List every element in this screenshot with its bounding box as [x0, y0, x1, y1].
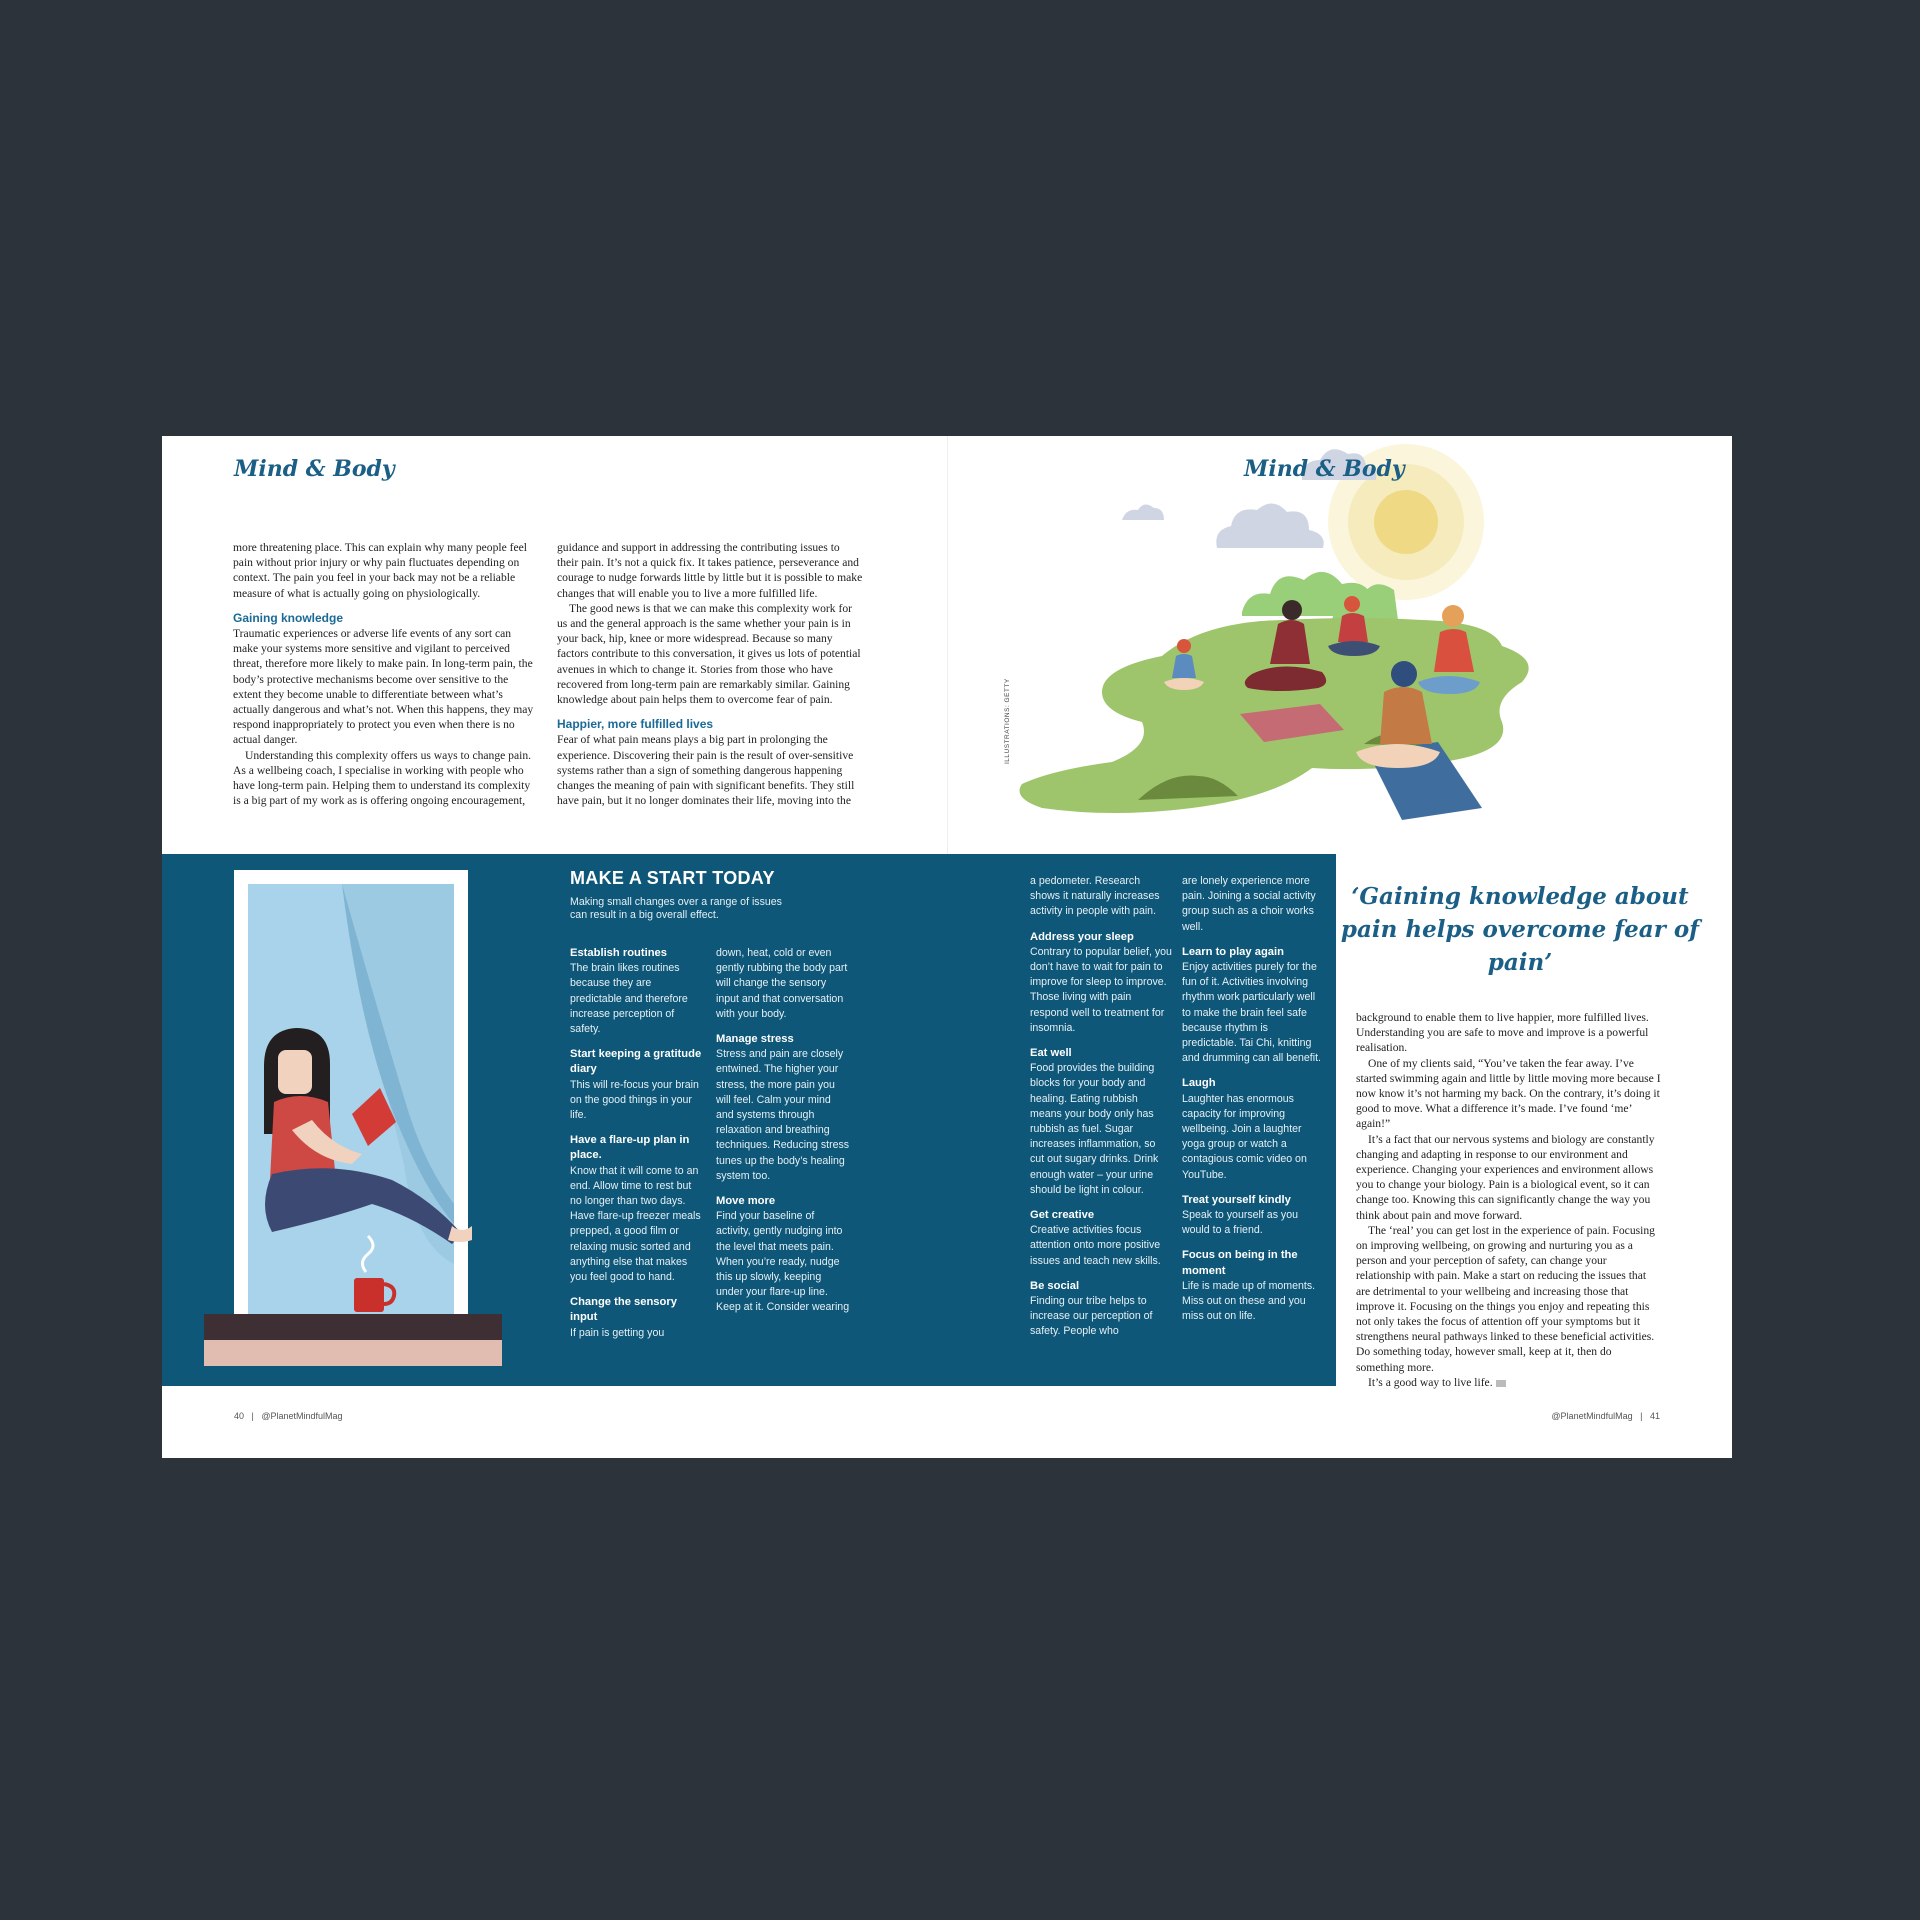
paragraph: background to enable them to live happier, more fulfilled lives. Understanding you are safe to move and improve is a powerful realisation. [1356, 1011, 1649, 1055]
footer-handle: @PlanetMindfulMag [1551, 1411, 1633, 1421]
subheading: Happier, more fulfilled lives [557, 717, 714, 732]
tip-heading: Eat well [1030, 1047, 1072, 1060]
tip-item [570, 1133, 704, 1285]
footer-handle: @PlanetMindfulMag [261, 1411, 343, 1421]
tip-body: Creative activities focus attention onto more positive issues and teach new skills. [1030, 1224, 1161, 1267]
tip-body: Life is made up of moments. Miss out on these and you miss out on life. [1182, 1279, 1316, 1323]
paragraph: The ‘real’ you can get lost in the experience of pain. Focusing on improving wellbeing, on growing and nurturing you as a person and your perception of safety, can change your relationship with pain. Make a start on reducing the issues that are detrimental to your wellbeing and increasing those that improve it. Focusing on the things you enjoy and repeating this not only takes the focus of attention off your symptoms but it strengthens neural pathways linked to these beneficial activities. Do something today, however small, keep at it, then do something more. [1356, 1223, 1655, 1374]
tip-item [1182, 1076, 1324, 1182]
body-column-2 [557, 540, 863, 808]
tips-column-3 [1030, 874, 1172, 1350]
tips-box-right [944, 854, 1336, 1386]
tip-heading: Get creative [1030, 1209, 1095, 1222]
paragraph: Traumatic experiences or adverse life events of any sort can make your systems more sensitive and vigilant to perceived threat, therefore more likely to make pain. In long-term pain, the body’s protective mechanisms become over sensitive to the extent they become unable to differentiate between what’s actually dangerous and what’s not. When this happens, they may respond inappropriately to protect you even when there is no actual danger. [233, 627, 534, 747]
tip-item [1182, 1248, 1324, 1324]
tips-column-2 [716, 946, 850, 1326]
end-mark-icon [1496, 1380, 1506, 1387]
tip-body: Enjoy activities purely for the fun of it. Activities involving rhythm work particularly well to make the brain feel safe because rhythm is predictable. Tai Chi, knitting and drumming can all benefit. [1182, 961, 1321, 1065]
tip-body: Stress and pain are closely entwined. The higher your stress, the more pain you will feel. Calm your mind and systems through relaxation and breathing techniques. Reducing stress tunes up the body’s healing system too. [716, 1048, 850, 1182]
yoga-illustration [1012, 436, 1732, 856]
tip-item [716, 946, 850, 1022]
box-title: MAKE A START TODAY [570, 868, 775, 888]
tip-body: Finding our tribe helps to increase our perception of safety. People who [1030, 1295, 1153, 1338]
tip-heading: Treat yourself kindly [1182, 1193, 1291, 1206]
paragraph: The good news is that we can make this complexity work for us and the general approach is the same whether your pain is in your back, hip, knee or more widespread. Because so many factors contribute to this conversation, it gives us lots of potential avenues in which to change it. Stories from those who have recovered from long-term pain are remarkably similar. Gaining knowledge about pain helps them to overcome fear of pain. [557, 601, 861, 707]
tip-body: Food provides the building blocks for your body and healing. Eating rubbish means your body only has rubbish as fuel. Sugar increases inflammation, so cut out sugary drinks. Drink enough water – your urine should be light in colour. [1030, 1062, 1159, 1196]
tip-heading: Change the sensory input [570, 1296, 677, 1324]
footer-separator: | [251, 1411, 254, 1421]
tip-body: Find your baseline of activity, gently nudging into the level that meets pain. When you’re ready, nudge this up slowly, keeping under your flare-up line. Keep at it. Consider wearing [716, 1210, 850, 1314]
footer-right [1551, 1411, 1660, 1421]
magazine-spread [162, 436, 1732, 1458]
paragraph: Fear of what pain means plays a big part in prolonging the experience. Discovering their pain is the result of over-sensitive systems rather than a sign of something dangerous happening changes the meaning of pain with significant benefits. They still have pain, but it no longer dominates their life, moving into the [557, 733, 855, 808]
tip-heading: Address your sleep [1030, 930, 1134, 943]
paragraph: guidance and support in addressing the contributing issues to their pain. It’s not a quick fix. It takes patience, perseverance and courage to nudge forwards little by little but it is possible to make changes that will enable you to live a more fulfilled life. [557, 541, 863, 600]
paragraph: Understanding this complexity offers us ways to change pain. As a wellbeing coach, I specialise in working with people who have long-term pain. Helping them to understand its complexity is a big part of my work as is offering ongoing encouragement, [233, 748, 532, 808]
section-tag-left: Mind & Body [234, 456, 395, 482]
tip-item [716, 1032, 850, 1184]
tip-heading: Manage stress [716, 1033, 794, 1046]
subheading: Gaining knowledge [233, 610, 344, 625]
tip-body: down, heat, cold or even gently rubbing the body part will change the sensory input and that conversation with your body. [716, 947, 848, 1020]
paragraph: One of my clients said, “You’ve taken the fear away. I’ve started swimming again and little by little moving more because I now know it’s not harming my back. On the contrary, it’s doing it good to move. What a difference it’s made. I’ve found ‘me’ again!” [1356, 1056, 1661, 1131]
tip-item [1182, 945, 1324, 1067]
tip-body: The brain likes routines because they are predictable and therefore increase perception of safety. [570, 962, 688, 1036]
tip-body: This will re-focus your brain on the good things in your life. [570, 1078, 699, 1122]
tip-heading: Laugh [1182, 1077, 1216, 1090]
tip-item [716, 1194, 850, 1316]
reading-woman-illustration [202, 854, 502, 1386]
photo-credit: ILLUSTRATIONS: GETTY [1004, 678, 1011, 764]
tip-heading: Focus on being in the moment [1182, 1249, 1298, 1277]
tips-column-4 [1182, 874, 1324, 1334]
box-intro: Making small changes over a range of issues can result in a big overall effect. [570, 896, 782, 921]
tip-body: Speak to yourself as you would to a friend. [1182, 1209, 1299, 1237]
page-number: 40 [234, 1411, 245, 1421]
body-column-5 [1356, 1010, 1662, 1390]
paragraph: It’s a fact that our nervous systems and biology are constantly changing and adapting in response to our environment and experience. Changing your experiences and environment allows you to change your biology. Pain is a biological event, so it can change too. Knowing this can significantly change the way you think about pain and move forward. [1356, 1132, 1655, 1222]
tip-body: Contrary to popular belief, you don’t have to wait for pain to improve for sleep to improve. Those living with pain respond well to treatment for insomnia. [1030, 945, 1172, 1034]
tip-body: Laughter has enormous capacity for improving wellbeing. Join a laughter yoga group or watch a contagious comic video on YouTube. [1182, 1092, 1307, 1181]
page-gutter [947, 436, 948, 854]
tip-body: are lonely experience more pain. Joining a social activity group such as a choir works well. [1182, 875, 1316, 933]
section-tag-right: Mind & Body [1244, 456, 1405, 482]
tip-heading: Learn to play again [1182, 945, 1284, 958]
paragraph: more threatening place. This can explain why many people feel pain without prior injury or why pain fluctuates depending on context. The pain you feel in your back may not be a reliable measure of what is actually going on physiologically. [233, 541, 528, 600]
tip-item [1030, 930, 1172, 1036]
page-number: 41 [1649, 1411, 1660, 1421]
closing-line: It’s a good way to live life. [1368, 1375, 1493, 1389]
tip-body: Know that it will come to an end. Allow time to rest but no longer than two days. Have flare-up freezer meals prepped, a good film or relaxing music sorted and anything else that makes you feel good to hand. [570, 1164, 701, 1284]
tip-item [1030, 874, 1172, 920]
tip-item [1030, 1208, 1172, 1269]
tip-item [570, 1047, 704, 1123]
tip-heading: Have a flare-up plan in place. [570, 1134, 690, 1162]
tip-heading: Be social [1030, 1279, 1080, 1292]
tip-body: a pedometer. Research shows it naturally increases activity in people with pain. [1030, 875, 1160, 918]
tips-column-1 [570, 946, 704, 1351]
tip-heading: Start keeping a gratitude diary [570, 1048, 702, 1076]
tip-item [570, 946, 704, 1037]
pull-quote: ‘Gaining knowledge about pain helps overcome fear of pain’ [1340, 883, 1700, 976]
tip-item [1182, 874, 1324, 935]
tip-heading: Establish routines [570, 947, 667, 959]
tip-heading: Move more [716, 1195, 776, 1208]
tip-item [1030, 1046, 1172, 1198]
tip-item [1182, 1193, 1324, 1239]
body-column-1 [233, 540, 537, 808]
footer-left [234, 1411, 343, 1421]
footer-separator: | [1640, 1411, 1643, 1421]
paragraph [1356, 1375, 1662, 1390]
tips-box-left [162, 854, 944, 1386]
tip-body: If pain is getting you [570, 1326, 665, 1339]
tip-item [1030, 1279, 1172, 1340]
tip-item [570, 1295, 704, 1341]
